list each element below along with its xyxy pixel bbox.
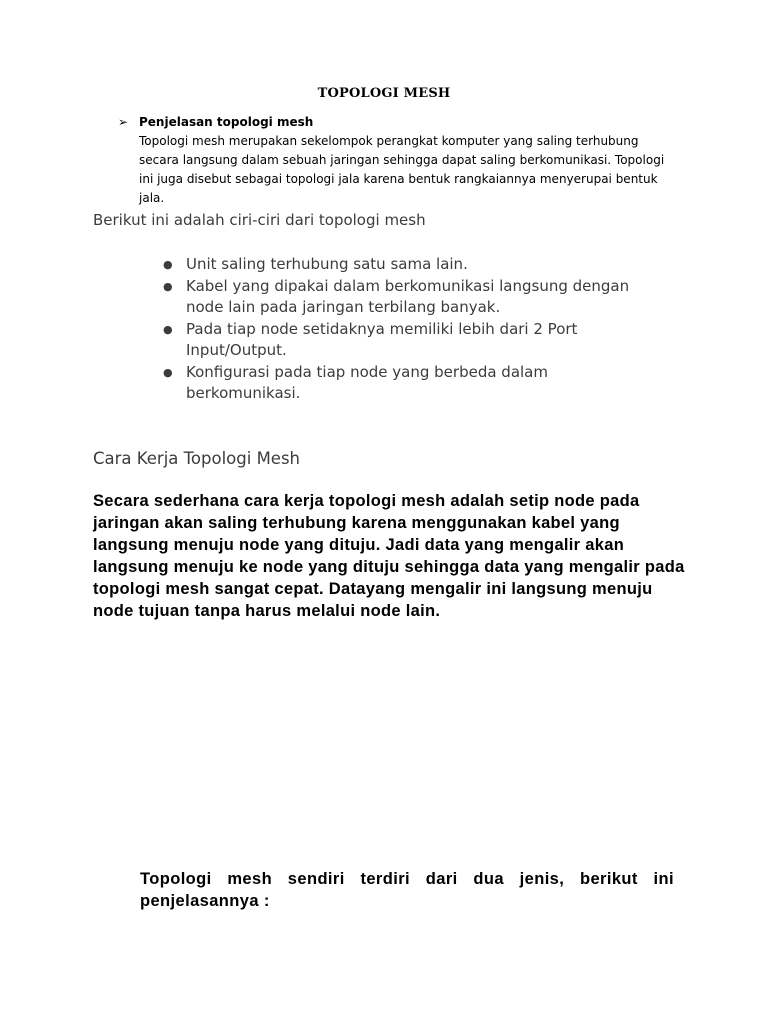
list-item — [163, 319, 666, 362]
list-item — [163, 254, 666, 276]
list-item-text: Konfigurasi pada tiap node yang berbeda dalam berkomunikasi. — [186, 362, 548, 402]
document-title: TOPOLOGI MESH — [317, 86, 451, 101]
intro-heading: Penjelasan topologi mesh — [139, 115, 314, 129]
bullet-icon: ● — [163, 258, 173, 271]
section-heading: Cara Kerja Topologi Mesh — [93, 449, 301, 468]
intro-section — [118, 113, 678, 208]
bullet-icon: ● — [163, 279, 173, 293]
list-item — [163, 362, 666, 405]
types-intro-paragraph: Topologi mesh sendiri terdiri dari dua jenis, berikut ini penjelasannya : — [140, 870, 674, 910]
feature-list — [163, 254, 666, 405]
list-item — [163, 276, 666, 319]
intro-body: Topologi mesh merupakan sekelompok perangkat komputer yang saling terhubung secara langsung dalam sebuah jaringan sehingga dapat saling berkomunikasi. Topologi ini juga disebut sebagai topologi jala karena bentuk rangkaiannya menyerupai bentuk jala. — [139, 134, 665, 205]
bullet-icon: ● — [163, 322, 173, 336]
list-item-text: Pada tiap node setidaknya memiliki lebih dari 2 Port Input/Output. — [186, 319, 578, 359]
arrow-bullet-icon: ➢ — [118, 115, 129, 129]
bullet-icon: ● — [163, 365, 173, 379]
list-item-text: Kabel yang dipakai dalam berkomunikasi langsung dengan node lain pada jaringan terbilang banyak. — [186, 276, 630, 316]
list-item-text: Unit saling terhubung satu sama lain. — [186, 255, 468, 273]
features-intro: Berikut ini adalah ciri-ciri dari topologi mesh — [93, 211, 426, 229]
how-it-works-paragraph: Secara sederhana cara kerja topologi mesh adalah setip node pada jaringan akan saling terhubung karena menggunakan kabel yang langsung menuju node yang dituju. Jadi data yang mengalir akan langsung menuju ke node yang dituju sehingga data yang mengalir pada topologi mesh sangat cepat. Datayang mengalir ini langsung menuju node tujuan tanpa harus melalui node lain. — [93, 492, 685, 620]
